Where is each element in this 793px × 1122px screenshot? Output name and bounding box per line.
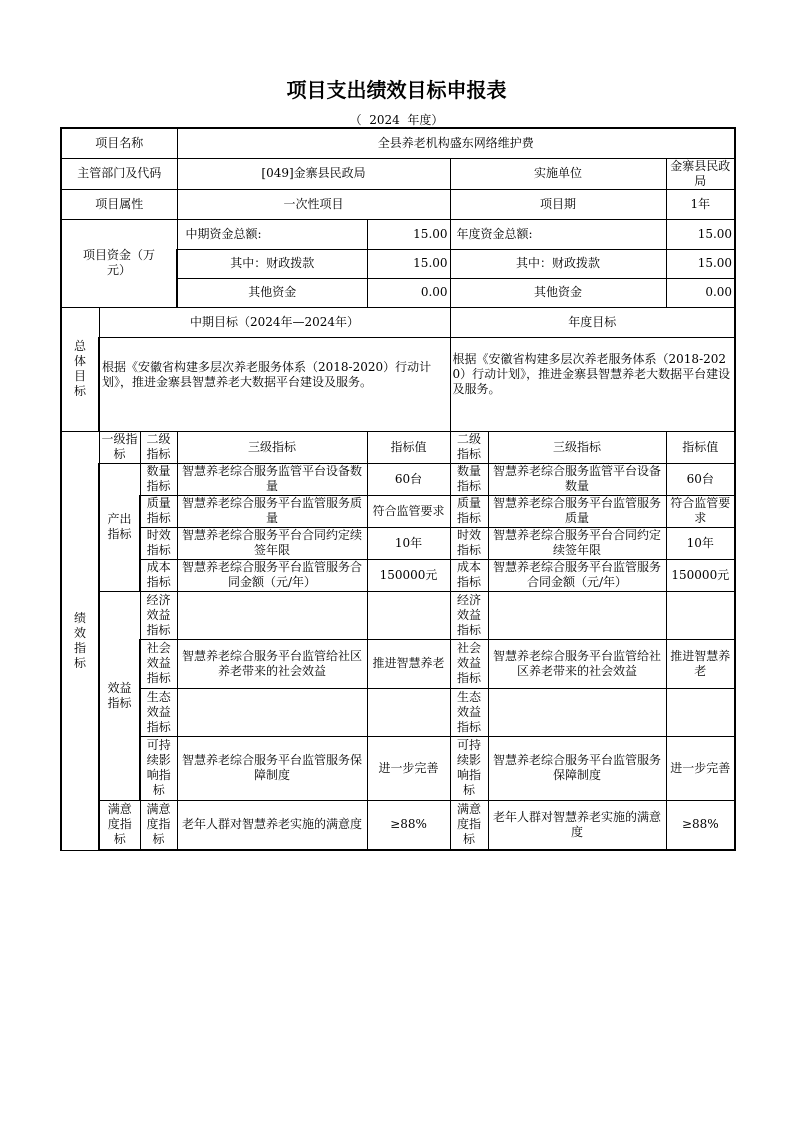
- ecological-l3: [177, 688, 367, 736]
- quantity-value: 60台: [367, 463, 450, 495]
- satisfaction-value-year: ≥88%: [666, 800, 735, 850]
- year-line: （ 2024 年度）: [349, 113, 444, 127]
- level3-header: 三级指标: [177, 431, 367, 463]
- year-other-label: 其他资金: [450, 278, 666, 307]
- sustainable-l3: 智慧养老综合服务平台监管服务保障制度: [177, 736, 367, 800]
- quantity-l2-year: 数量指标: [450, 463, 488, 495]
- performance-form-table: [60, 127, 736, 851]
- mid-goal-text: 根据《安徽省构建多层次养老服务体系（2018-2020）行动计划》，推进金寨县智慧养老大数据平台建设及服务。: [99, 337, 450, 431]
- ecological-l2-year: 生态效益指标: [450, 688, 488, 736]
- sustainable-l3-year: 智慧养老综合服务平台监管服务保障制度: [488, 736, 666, 800]
- goals-label: 总体目标: [61, 307, 99, 431]
- economic-value-year: [666, 591, 735, 639]
- timeliness-l2-year: 时效指标: [450, 527, 488, 559]
- unit-label: 实施单位: [450, 158, 666, 189]
- funds-label: 项目资金（万元）: [61, 219, 177, 307]
- mid-goal-header: 中期目标（2024年—2024年）: [99, 307, 450, 337]
- timeliness-l2: 时效指标: [140, 527, 177, 559]
- ecological-value: [367, 688, 450, 736]
- unit-value: 金寨县民政局: [666, 158, 735, 189]
- quantity-l3-year: 智慧养老综合服务监管平台设备数量: [488, 463, 666, 495]
- page-title: 项目支出绩效目标申报表: [286, 78, 507, 102]
- year-fiscal-label: 其中：财政拨款: [450, 249, 666, 278]
- mid-fiscal-label: 其中：财政拨款: [177, 249, 367, 278]
- mid-total-value: 15.00: [367, 219, 450, 249]
- satisfaction-value: ≥88%: [367, 800, 450, 850]
- social-l2: 社会效益指标: [140, 639, 177, 688]
- satisfaction-l2-year: 满意度指标: [450, 800, 488, 850]
- quality-l2: 质量指标: [140, 495, 177, 527]
- attr-value: 一次性项目: [177, 189, 450, 219]
- year-other-value: 0.00: [666, 278, 735, 307]
- output-label: 产出指标: [99, 463, 140, 591]
- mid-total-label: 中期资金总额:: [177, 219, 367, 249]
- level2-header-year: 二级指标: [450, 431, 488, 463]
- social-value-year: 推进智慧养老: [666, 639, 735, 688]
- satisfaction-l2: 满意度指标: [140, 800, 177, 850]
- cost-l2-year: 成本指标: [450, 559, 488, 591]
- timeliness-value-year: 10年: [666, 527, 735, 559]
- social-l3-year: 智慧养老综合服务平台监管给社区养老带来的社会效益: [488, 639, 666, 688]
- period-label: 项目期: [450, 189, 666, 219]
- year-fiscal-value: 15.00: [666, 249, 735, 278]
- sustainable-value-year: 进一步完善: [666, 736, 735, 800]
- economic-value: [367, 591, 450, 639]
- benefit-label: 效益指标: [99, 591, 140, 800]
- social-l2-year: 社会效益指标: [450, 639, 488, 688]
- mid-other-label: 其他资金: [177, 278, 367, 307]
- sustainable-value: 进一步完善: [367, 736, 450, 800]
- quantity-value-year: 60台: [666, 463, 735, 495]
- economic-l3: [177, 591, 367, 639]
- cost-l3: 智慧养老综合服务平台监管服务合同金额（元/年）: [177, 559, 367, 591]
- social-value: 推进智慧养老: [367, 639, 450, 688]
- quality-value: 符合监管要求: [367, 495, 450, 527]
- economic-l3-year: [488, 591, 666, 639]
- timeliness-l3-year: 智慧养老综合服务平台合同约定续签年限: [488, 527, 666, 559]
- quality-value-year: 符合监管要求: [666, 495, 735, 527]
- ecological-l3-year: [488, 688, 666, 736]
- level3-header-year: 三级指标: [488, 431, 666, 463]
- sustainable-l2-year: 可持续影响指标: [450, 736, 488, 800]
- year-total-value: 15.00: [666, 219, 735, 249]
- attr-label: 项目属性: [61, 189, 177, 219]
- year-total-label: 年度资金总额:: [450, 219, 666, 249]
- ecological-value-year: [666, 688, 735, 736]
- value-header-year: 指标值: [666, 431, 735, 463]
- social-l3: 智慧养老综合服务平台监管给社区养老带来的社会效益: [177, 639, 367, 688]
- satisfaction-l3-year: 老年人群对智慧养老实施的满意度: [488, 800, 666, 850]
- mid-fiscal-value: 15.00: [367, 249, 450, 278]
- satisfaction-label: 满意度指标: [99, 800, 140, 850]
- dept-value: [049]金寨县民政局: [177, 158, 450, 189]
- cost-value-year: 150000元: [666, 559, 735, 591]
- mid-other-value: 0.00: [367, 278, 450, 307]
- cost-l3-year: 智慧养老综合服务平台监管服务合同金额（元/年）: [488, 559, 666, 591]
- sustainable-l2: 可持续影响指标: [140, 736, 177, 800]
- period-value: 1年: [666, 189, 735, 219]
- quantity-l3: 智慧养老综合服务监管平台设备数量: [177, 463, 367, 495]
- year-goal-header: 年度目标: [450, 307, 735, 337]
- quantity-l2: 数量指标: [140, 463, 177, 495]
- satisfaction-l3: 老年人群对智慧养老实施的满意度: [177, 800, 367, 850]
- ecological-l2: 生态效益指标: [140, 688, 177, 736]
- year-goal-text: 根据《安徽省构建多层次养老服务体系（2018-2020）行动计划》，推进金寨县智慧养老大数据平台建设及服务。: [450, 337, 735, 431]
- quality-l2-year: 质量指标: [450, 495, 488, 527]
- cost-l2: 成本指标: [140, 559, 177, 591]
- quality-l3: 智慧养老综合服务平台监管服务质量: [177, 495, 367, 527]
- economic-l2-year: 经济效益指标: [450, 591, 488, 639]
- project-name-value: 全县养老机构盛东网络维护费: [177, 128, 735, 158]
- timeliness-value: 10年: [367, 527, 450, 559]
- quality-l3-year: 智慧养老综合服务平台监管服务质量: [488, 495, 666, 527]
- economic-l2: 经济效益指标: [140, 591, 177, 639]
- project-name-label: 项目名称: [61, 128, 177, 158]
- level2-header: 二级指标: [140, 431, 177, 463]
- level1-header: 一级指标: [99, 431, 140, 463]
- timeliness-l3: 智慧养老综合服务平台合同约定续签年限: [177, 527, 367, 559]
- dept-label: 主管部门及代码: [61, 158, 177, 189]
- perf-label: 绩效指标: [61, 431, 99, 850]
- cost-value: 150000元: [367, 559, 450, 591]
- value-header: 指标值: [367, 431, 450, 463]
